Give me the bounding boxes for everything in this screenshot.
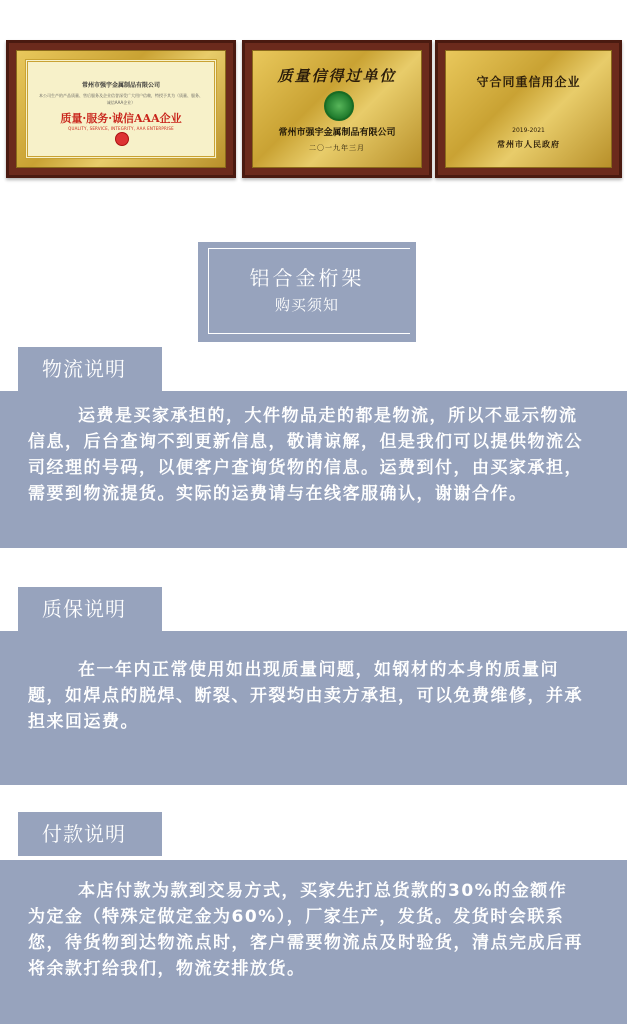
certificate-company: 常州市强宇金属制品有限公司 bbox=[278, 128, 396, 138]
certificate-org: 常州市强宇金属制品有限公司 bbox=[81, 82, 160, 89]
section-panel-payment bbox=[0, 860, 627, 1024]
certificate-issuer: 常州市人民政府 bbox=[497, 140, 560, 149]
section-tab-warranty: 质保说明 bbox=[18, 587, 162, 631]
certificate-contract-credit bbox=[435, 40, 622, 178]
section-tab-logistics: 物流说明 bbox=[18, 347, 162, 391]
certificate-subtitle: QUALITY, SERVICE, INTEGRITY, AAA ENTERPRISE bbox=[68, 126, 174, 131]
certificates-row bbox=[6, 40, 622, 178]
page-title: 铝合金桁架 bbox=[249, 266, 365, 290]
divider bbox=[208, 248, 410, 249]
certificate-slogan: 守合同重信用企业 bbox=[476, 75, 581, 89]
globe-emblem-icon bbox=[324, 91, 354, 121]
seal-icon bbox=[115, 132, 129, 146]
certificate-quality-aaa bbox=[6, 40, 236, 178]
divider bbox=[208, 333, 410, 334]
section-body: 运费是买家承担的，大件物品走的都是物流，所以不显示物流信息，后台查询不到更新信息，敬请谅解，但是我们可以提供物流公司经理的号码，以便客户查询货物的信息。运费到付，由买家承担，需要到物流提货。实际的运费请与在线客服确认，谢谢合作。 bbox=[28, 406, 583, 504]
certificate-trustworthy-quality bbox=[242, 40, 432, 178]
divider bbox=[208, 248, 209, 334]
page-title-box bbox=[198, 242, 416, 342]
section-panel-logistics bbox=[0, 391, 627, 548]
certificate-title: 质量·服务·诚信AAA企业 bbox=[60, 112, 182, 125]
section-tab-payment: 付款说明 bbox=[18, 812, 162, 856]
certificate-slogan: 质量信得过单位 bbox=[277, 67, 397, 85]
certificate-years: 2019-2021 bbox=[512, 127, 545, 134]
certificate-description: 本公司生产的产品质量、售后服务及企业信誉深受广大用户信赖，特授予其为（质量、服务、诚信AAA企业） bbox=[39, 93, 203, 105]
certificate-date: 二〇一九年三月 bbox=[309, 144, 365, 152]
section-body: 本店付款为款到交易方式，买家先打总货款的30%的金额作为定金（特殊定做定金为60%），厂家生产，发货。发货时会联系您，待货物到达物流点时，客户需要物流点及时验货，清点完成后再将余款打给我们，物流安排放货。 bbox=[28, 881, 583, 979]
page-subtitle: 购买须知 bbox=[274, 296, 339, 314]
section-panel-warranty bbox=[0, 631, 627, 785]
section-body: 在一年内正常使用如出现质量问题，如钢材的本身的质量问题，如焊点的脱焊、断裂、开裂均由卖方承担，可以免费维修，并承担来回运费。 bbox=[28, 660, 583, 732]
